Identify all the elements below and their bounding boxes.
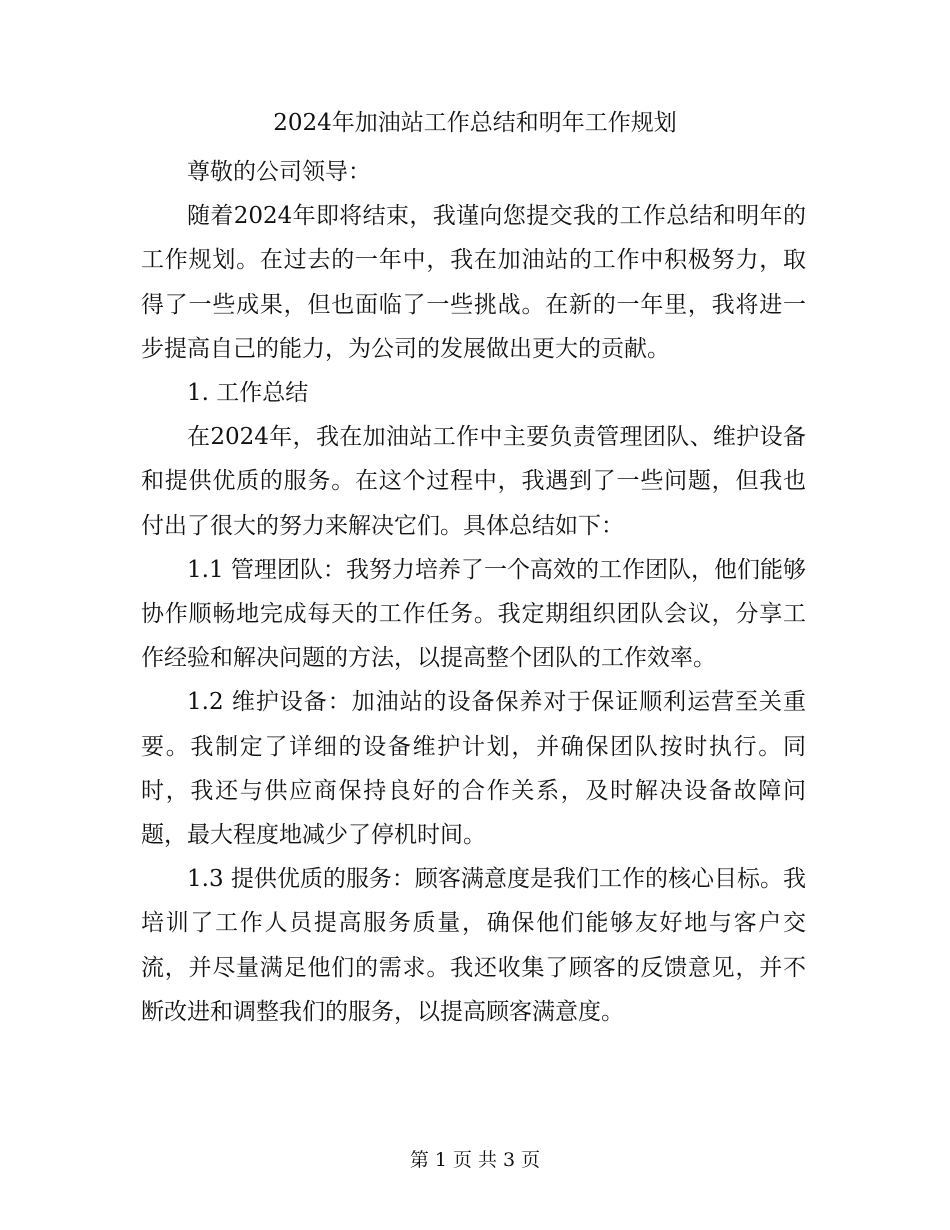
paragraph-quality-service: 1.3 提供优质的服务：顾客满意度是我们工作的核心目标。我培训了工作人员提高服务质量，确保他们能够友好地与客户交流，并尽量满足他们的需求。我还收集了顾客的反馈意见，并不断改进和调整我们的服务，以提高顾客满意度。: [141, 866, 806, 1025]
page-number-footer: 第 1 页 共 3 页: [409, 1149, 541, 1171]
section-heading-work-summary: 1. 工作总结: [187, 380, 309, 407]
paragraph-equipment-maintenance: 1.2 维护设备：加油站的设备保养对于保证顺利运营至关重要。我制定了详细的设备维护计划，并确保团队按时执行。同时，我还与供应商保持良好的合作关系，及时解决设备故障问题，最大程度地减少了停机时间。: [141, 689, 806, 849]
paragraph-intro: 随着2024年即将结束，我谨向您提交我的工作总结和明年的工作规划。在过去的一年中，我在加油站的工作中积极努力，取得了一些成果，但也面临了一些挑战。在新的一年里，我将进一步提高自己的能力，为公司的发展做出更大的贡献。: [141, 203, 806, 362]
greeting: 尊敬的公司领导：: [187, 159, 371, 185]
paragraph-summary-intro: 在2024年，我在加油站工作中主要负责管理团队、维护设备和提供优质的服务。在这个过程中，我遇到了一些问题，但我也付出了很大的努力来解决它们。具体总结如下：: [141, 424, 806, 539]
document-title: 2024年加油站工作总结和明年工作规划: [273, 110, 677, 136]
paragraph-team-management: 1.1 管理团队：我努力培养了一个高效的工作团队，他们能够协作顺畅地完成每天的工作任务。我定期组织团队会议，分享工作经验和解决问题的方法，以提高整个团队的工作效率。: [141, 556, 806, 672]
document-body: [141, 150, 806, 1034]
